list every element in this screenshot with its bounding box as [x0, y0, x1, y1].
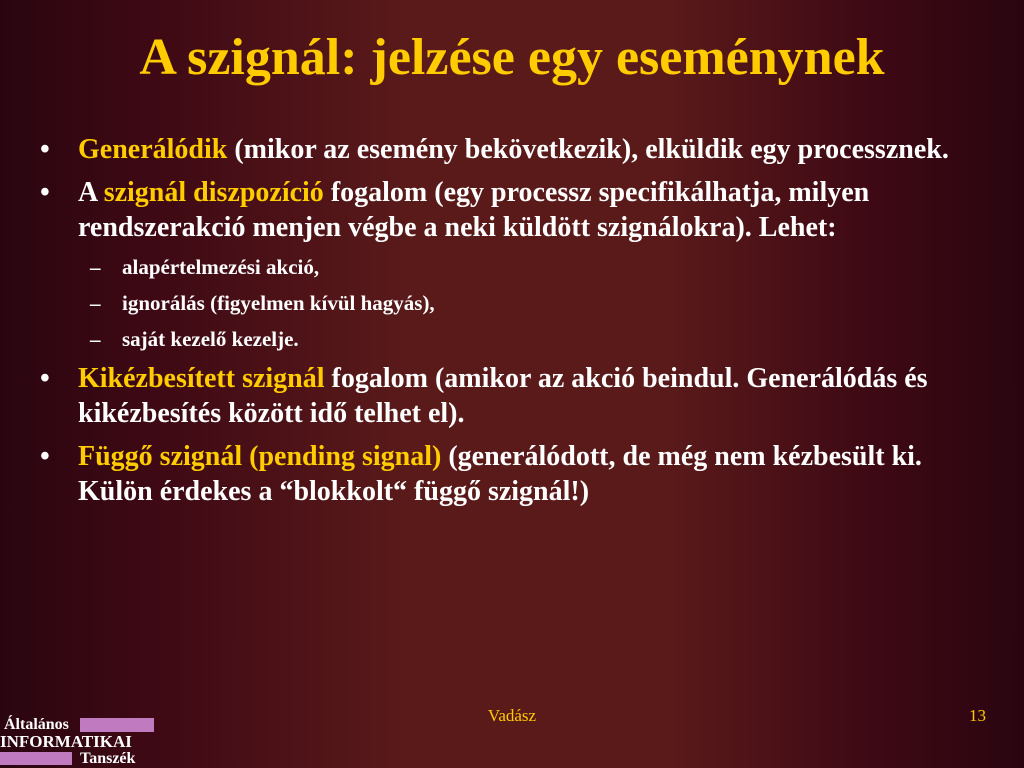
slide-title: A szignál: jelzése egy eseménynek — [139, 29, 885, 86]
bullet-item — [40, 439, 980, 509]
bullet-item — [40, 132, 980, 167]
bullet-text-before: A — [78, 177, 104, 208]
bullet-highlight: szignál diszpozíció — [103, 177, 324, 208]
logo-bar — [0, 752, 72, 765]
logo-line-1: Általános — [4, 716, 69, 733]
logo-line-3: Tanszék — [80, 750, 136, 767]
bullet-text: fogalom (egy processz specifikálhatja, milyen rendszerakció menjen végbe a neki küldött szignálokra). Lehet: — [78, 177, 870, 243]
bullet-text: (mikor az esemény bekövetkezik), elküldik egy processznek. — [227, 134, 949, 165]
department-logo — [0, 716, 154, 766]
bullet-item — [40, 175, 980, 245]
logo-bar — [80, 718, 154, 732]
sub-item — [40, 325, 980, 353]
sub-dash: – — [90, 255, 101, 279]
bullet-highlight: Generálódik — [78, 134, 228, 165]
slide-content — [40, 132, 980, 517]
bullet-text: fogalom (amikor az akció beindul. Generálódás és kikézbesítés között idő telhet el). — [78, 363, 928, 429]
sub-item — [40, 253, 980, 281]
bullet-marker: • — [40, 177, 50, 208]
bullet-item — [40, 361, 980, 431]
logo-line-2: INFORMATIKAI — [0, 732, 132, 751]
sub-item-text: ignorálás (figyelmen kívül hagyás), — [122, 291, 435, 315]
bullet-text: (generálódott, de még nem kézbesült ki. Külön érdekes a “blokkolt“ függő szignál!) — [78, 441, 922, 507]
sub-item-text: alapértelmezési akció, — [122, 255, 320, 279]
page-number: 13 — [969, 706, 986, 725]
footer-author: Vadász — [487, 706, 537, 725]
bullet-highlight: Kikézbesített szignál — [78, 363, 325, 394]
sub-item — [40, 289, 980, 317]
sub-item-text: saját kezelő kezelje. — [122, 327, 299, 351]
sub-dash: – — [90, 327, 101, 351]
bullet-highlight: Függő szignál (pending signal) — [78, 441, 442, 472]
sub-dash: – — [90, 291, 101, 315]
bullet-marker: • — [40, 441, 50, 472]
bullet-marker: • — [40, 134, 50, 165]
bullet-marker: • — [40, 363, 50, 394]
